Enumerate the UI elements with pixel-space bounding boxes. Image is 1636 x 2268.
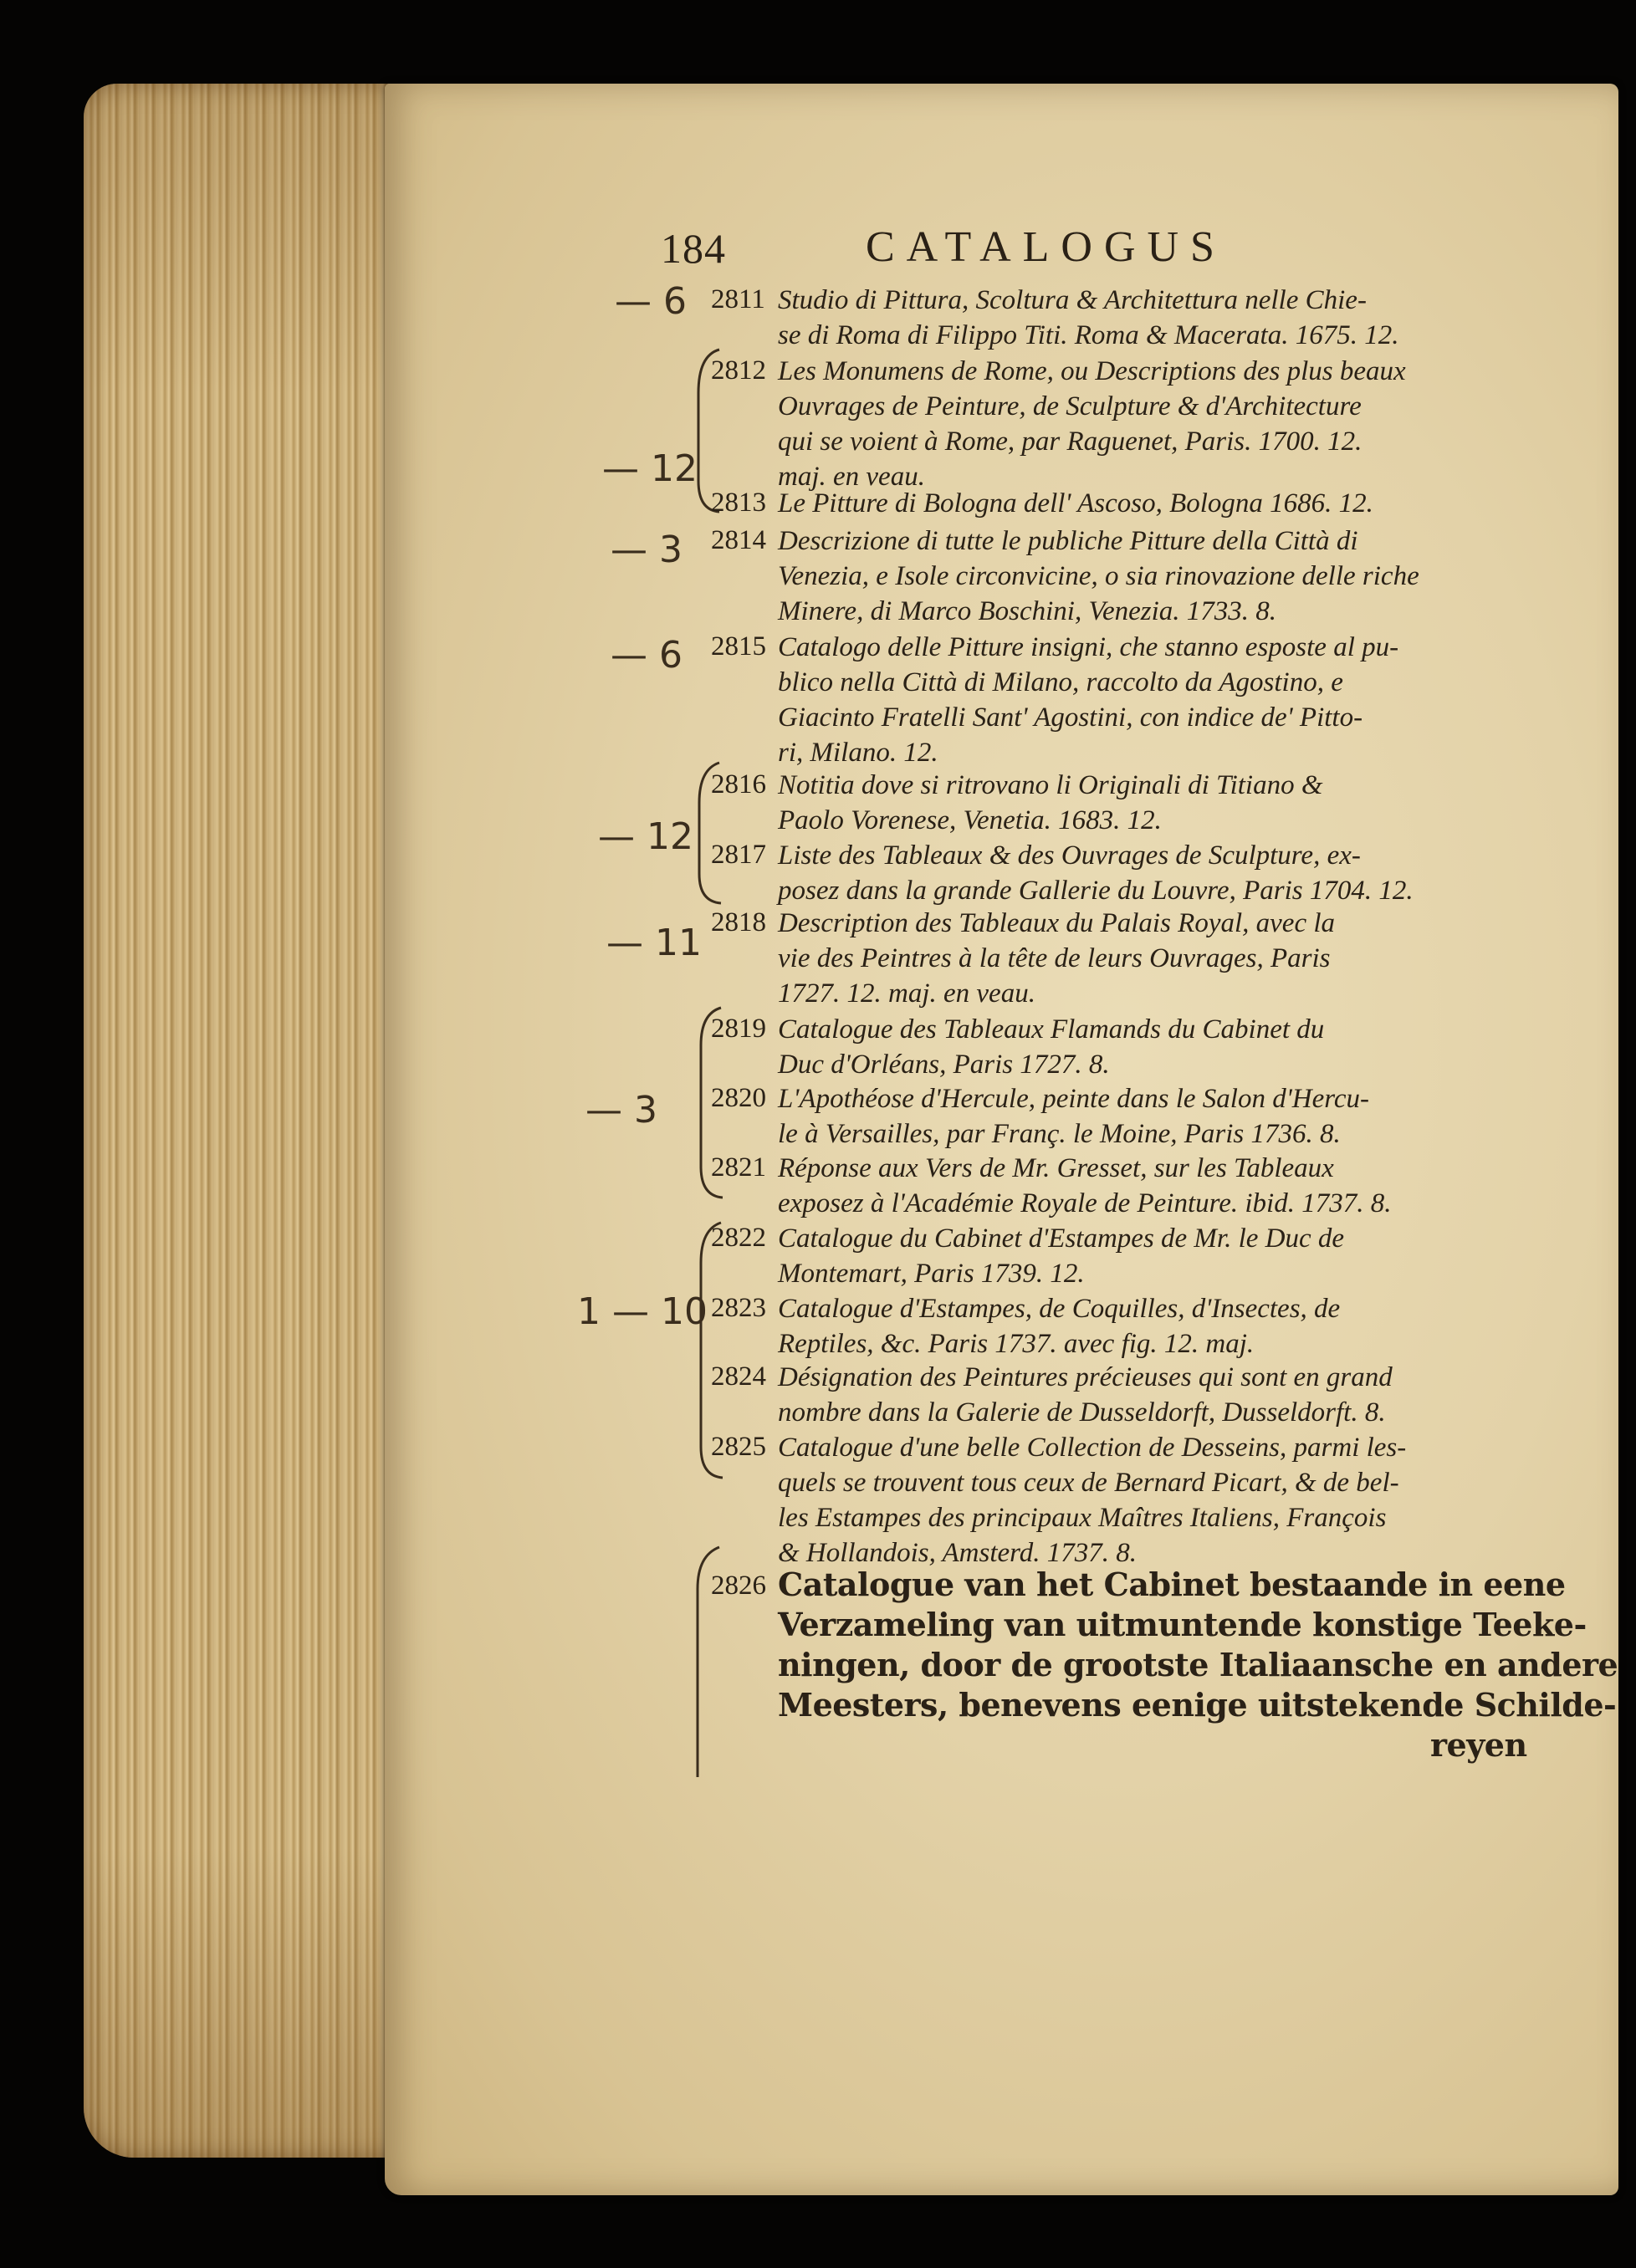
entry-number: 2821	[711, 1152, 766, 1183]
entry-line: Reptiles, &c. Paris 1737. avec fig. 12. maj.	[778, 1329, 1255, 1359]
margin-note: — 3	[585, 1089, 657, 1131]
entry-line: Studio di Pittura, Scoltura & Architettura nelle Chie-	[778, 285, 1367, 315]
entry-line: Montemart, Paris 1739. 12.	[778, 1259, 1085, 1289]
entry-line: Meesters, benevens eenige uitstekende Schilde-	[778, 1686, 1617, 1724]
page-number: 184	[661, 225, 726, 272]
entry-line: Catalogue des Tableaux Flamands du Cabinet du	[778, 1014, 1325, 1045]
entry-line: Désignation des Peintures précieuses qui sont en grand	[778, 1362, 1393, 1392]
entry-number: 2825	[711, 1432, 766, 1462]
running-title: CATALOGUS	[866, 223, 1226, 271]
entry-line: Description des Tableaux du Palais Royal, avec la	[778, 908, 1336, 938]
entry-line: Catalogue d'Estampes, de Coquilles, d'Insectes, de	[778, 1294, 1341, 1324]
entry-line: 1727. 12. maj. en veau.	[778, 978, 1035, 1009]
entry-line: ningen, door de grootste Italiaansche en andere	[778, 1646, 1618, 1683]
entry-number: 2826	[711, 1571, 766, 1601]
entry-line: Les Monumens de Rome, ou Descriptions des plus beaux	[778, 356, 1406, 386]
entry-number: 2816	[711, 769, 766, 799]
entry-number: 2811	[711, 284, 765, 314]
entry-number: 2814	[711, 525, 766, 555]
entry-number: 2813	[711, 488, 766, 518]
entry-line: Paolo Vorenese, Venetia. 1683. 12.	[778, 805, 1162, 835]
margin-note: — 6	[615, 280, 687, 323]
entry-line: quels se trouvent tous ceux de Bernard Picart, & de bel-	[778, 1468, 1399, 1498]
entry-line: Notitia dove si ritrovano li Originali di Titiano &	[778, 770, 1323, 800]
entry-number: 2812	[711, 355, 766, 386]
entry-line: nombre dans la Galerie de Dusseldorft, Dusseldorft. 8.	[778, 1397, 1386, 1428]
entry-line: Descrizione di tutte le publiche Pitture della Città di	[778, 526, 1358, 556]
entry-line: Verzameling van uitmuntende konstige Teeke-	[778, 1606, 1587, 1643]
entry-line: le à Versailles, par Franç. le Moine, Paris 1736. 8.	[778, 1119, 1341, 1149]
entry-line: blico nella Città di Milano, raccolto da Agostino, e	[778, 667, 1343, 697]
entry-line: Catalogue du Cabinet d'Estampes de Mr. le Duc de	[778, 1223, 1345, 1254]
entry-number: 2819	[711, 1014, 766, 1044]
entry-line: Duc d'Orléans, Paris 1727. 8.	[778, 1050, 1110, 1080]
margin-note: 1 — 10	[577, 1290, 708, 1333]
entry-line: se di Roma di Filippo Titi. Roma & Macerata. 1675. 12.	[778, 320, 1399, 350]
entry-number: 2817	[711, 840, 766, 870]
entry-line: Le Pitture di Bologna dell' Ascoso, Bologna 1686. 12.	[778, 488, 1373, 518]
entry-number: 2818	[711, 907, 766, 937]
entry-line: Venezia, e Isole circonvicine, o sia rinovazione delle riche	[778, 561, 1419, 591]
entry-line: L'Apothéose d'Hercule, peinte dans le Salon d'Hercu-	[778, 1084, 1369, 1114]
entry-line: Catalogue d'une belle Collection de Desseins, parmi les-	[778, 1433, 1407, 1463]
entry-line: Ouvrages de Peinture, de Sculpture & d'Architecture	[778, 391, 1362, 421]
entry-number: 2822	[711, 1223, 766, 1253]
margin-note: — 6	[611, 634, 683, 677]
entry-line: les Estampes des principaux Maîtres Italiens, François	[778, 1503, 1387, 1533]
entry-line: Minere, di Marco Boschini, Venezia. 1733. 8.	[778, 596, 1277, 626]
entry-line: Giacinto Fratelli Sant' Agostini, con indice de' Pitto-	[778, 702, 1363, 733]
margin-note: — 11	[606, 922, 702, 964]
entry-line: vie des Peintres à la tête de leurs Ouvrages, Paris	[778, 943, 1331, 973]
entry-line: ri, Milano. 12.	[778, 738, 938, 768]
entry-line: reyen	[1430, 1726, 1527, 1764]
entry-line: Catalogo delle Pitture insigni, che stanno esposte al pu-	[778, 632, 1399, 662]
entry-number: 2820	[711, 1083, 766, 1113]
entry-line: exposez à l'Académie Royale de Peinture. ibid. 1737. 8.	[778, 1188, 1392, 1218]
entry-line: maj. en veau.	[778, 462, 925, 492]
margin-note: — 12	[598, 815, 693, 858]
entry-number: 2823	[711, 1293, 766, 1323]
entry-line: Réponse aux Vers de Mr. Gresset, sur les Tableaux	[778, 1153, 1334, 1183]
entry-number: 2815	[711, 631, 766, 662]
entry-line: & Hollandois, Amsterd. 1737. 8.	[778, 1538, 1138, 1568]
entry-line: qui se voient à Rome, par Raguenet, Paris. 1700. 12.	[778, 427, 1362, 457]
entry-number: 2824	[711, 1361, 766, 1392]
margin-note: — 12	[602, 447, 698, 490]
entry-line: Liste des Tableaux & des Ouvrages de Sculpture, ex-	[778, 840, 1361, 871]
entry-line: Catalogue van het Cabinet bestaande in eene	[778, 1566, 1566, 1603]
margin-note: — 3	[611, 529, 683, 571]
entry-line: posez dans la grande Gallerie du Louvre, Paris 1704. 12.	[778, 876, 1414, 906]
